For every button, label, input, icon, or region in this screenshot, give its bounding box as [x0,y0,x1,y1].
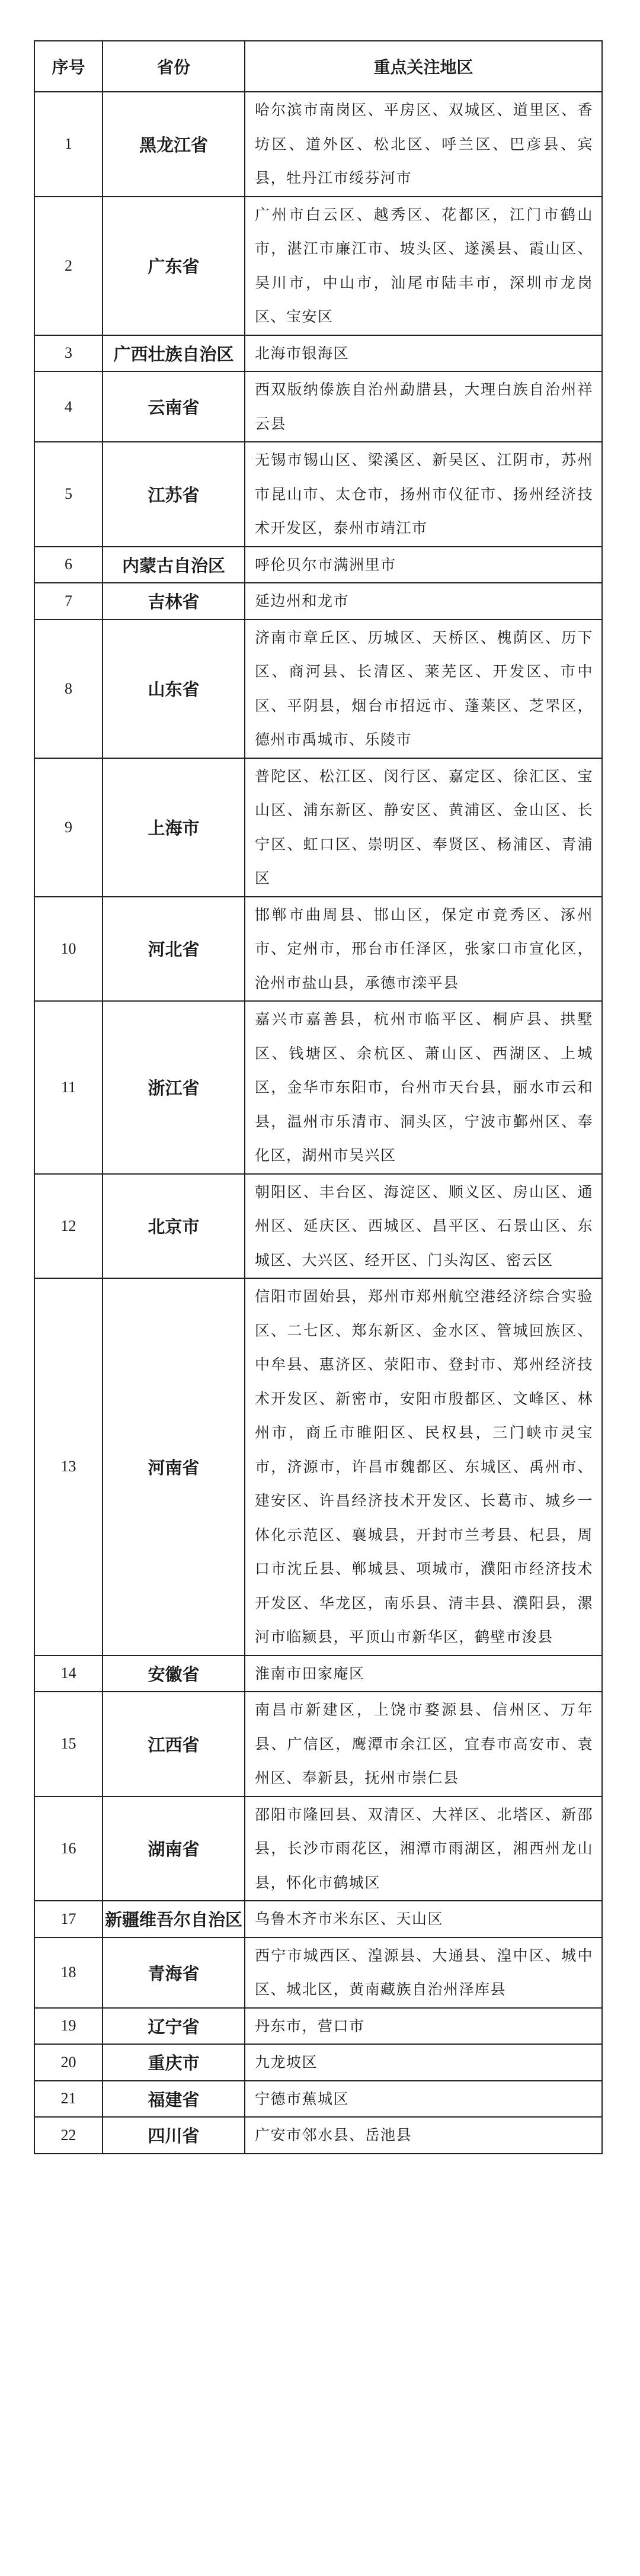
row-index: 12 [34,1174,103,1279]
row-province: 吉林省 [103,583,245,620]
table-row [34,1174,602,1279]
row-province: 新疆维吾尔自治区 [103,1901,245,1937]
row-index: 7 [34,583,103,620]
row-index: 9 [34,758,103,897]
row-index: 15 [34,1692,103,1797]
header-areas: 重点关注地区 [245,41,602,92]
table-row [34,620,602,758]
row-areas: 西宁市城西区、湟源县、大通县、湟中区、城中区、城北区，黄南藏族自治州泽库县 [245,1937,602,2008]
table-row [34,1901,602,1937]
row-province: 四川省 [103,2117,245,2154]
row-index: 22 [34,2117,103,2154]
table-row [34,547,602,583]
row-province: 浙江省 [103,1001,245,1174]
row-index: 4 [34,371,103,442]
table-row [34,1937,602,2008]
row-areas: 广州市白云区、越秀区、花都区，江门市鹤山市，湛江市廉江市、坡头区、遂溪县、霞山区、吴川市，中山市，汕尾市陆丰市，深圳市龙岗区、宝安区 [245,197,602,335]
table-row [34,2044,602,2081]
document-page [34,40,601,2154]
row-province: 内蒙古自治区 [103,547,245,583]
table-row [34,442,602,547]
row-areas: 朝阳区、丰台区、海淀区、顺义区、房山区、通州区、延庆区、西城区、昌平区、石景山区、东城区、大兴区、经开区、门头沟区、密云区 [245,1174,602,1279]
row-areas: 延边州和龙市 [245,583,602,620]
row-index: 14 [34,1656,103,1692]
row-areas: 西双版纳傣族自治州勐腊县，大理白族自治州祥云县 [245,371,602,442]
row-areas: 九龙坡区 [245,2044,602,2081]
table-row [34,2081,602,2118]
table-row [34,1001,602,1174]
row-areas: 广安市邻水县、岳池县 [245,2117,602,2154]
row-areas: 北海市银海区 [245,335,602,372]
row-areas: 淮南市田家庵区 [245,1656,602,1692]
row-areas: 嘉兴市嘉善县，杭州市临平区、桐庐县、拱墅区、钱塘区、余杭区、萧山区、西湖区、上城区，金华市东阳市，台州市天台县，丽水市云和县，温州市乐清市、洞头区，宁波市鄞州区、奉化区，湖州市吴兴区 [245,1001,602,1174]
row-province: 云南省 [103,371,245,442]
row-province: 河南省 [103,1278,245,1656]
row-province: 山东省 [103,620,245,758]
row-province: 青海省 [103,1937,245,2008]
row-index: 6 [34,547,103,583]
focus-areas-table [34,40,603,2154]
row-areas: 邯郸市曲周县、邯山区，保定市竞秀区、涿州市、定州市，邢台市任泽区，张家口市宣化区，沧州市盐山县，承德市滦平县 [245,897,602,1002]
row-areas: 宁德市蕉城区 [245,2081,602,2118]
row-province: 广东省 [103,197,245,335]
row-areas: 南昌市新建区，上饶市婺源县、信州区、万年县、广信区，鹰潭市余江区，宜春市高安市、袁州区、奉新县，抚州市崇仁县 [245,1692,602,1797]
row-province: 河北省 [103,897,245,1002]
row-index: 3 [34,335,103,372]
row-index: 21 [34,2081,103,2118]
row-index: 5 [34,442,103,547]
table-row [34,92,602,197]
row-index: 10 [34,897,103,1002]
row-province: 北京市 [103,1174,245,1279]
table-row [34,335,602,372]
row-index: 17 [34,1901,103,1937]
table-header [34,41,602,92]
row-province: 江苏省 [103,442,245,547]
row-areas: 济南市章丘区、历城区、天桥区、槐荫区、历下区、商河县、长清区、莱芜区、开发区、市中区、平阴县，烟台市招远市、蓬莱区、芝罘区，德州市禹城市、乐陵市 [245,620,602,758]
table-row [34,1797,602,1901]
header-row [34,41,602,92]
row-areas: 哈尔滨市南岗区、平房区、双城区、道里区、香坊区、道外区、松北区、呼兰区、巴彦县、宾县，牡丹江市绥芬河市 [245,92,602,197]
row-province: 黑龙江省 [103,92,245,197]
row-areas: 丹东市，营口市 [245,2008,602,2045]
row-index: 8 [34,620,103,758]
row-index: 11 [34,1001,103,1174]
row-index: 16 [34,1797,103,1901]
row-province: 重庆市 [103,2044,245,2081]
table-row [34,371,602,442]
table-row [34,1278,602,1656]
table-row [34,897,602,1002]
row-index: 2 [34,197,103,335]
table-row [34,1656,602,1692]
table-row [34,1692,602,1797]
row-areas: 呼伦贝尔市满洲里市 [245,547,602,583]
row-province: 湖南省 [103,1797,245,1901]
row-areas: 乌鲁木齐市米东区、天山区 [245,1901,602,1937]
row-province: 上海市 [103,758,245,897]
row-areas: 无锡市锡山区、梁溪区、新吴区、江阴市，苏州市昆山市、太仓市，扬州市仪征市、扬州经济技术开发区，泰州市靖江市 [245,442,602,547]
row-areas: 邵阳市隆回县、双清区、大祥区、北塔区、新邵县，长沙市雨花区，湘潭市雨湖区，湘西州龙山县，怀化市鹤城区 [245,1797,602,1901]
row-province: 安徽省 [103,1656,245,1692]
row-index: 19 [34,2008,103,2045]
header-index: 序号 [34,41,103,92]
row-index: 20 [34,2044,103,2081]
row-index: 1 [34,92,103,197]
table-row [34,197,602,335]
row-index: 13 [34,1278,103,1656]
row-areas: 信阳市固始县，郑州市郑州航空港经济综合实验区、二七区、郑东新区、金水区、管城回族区、中牟县、惠济区、荥阳市、登封市、郑州经济技术开发区、新密市，安阳市殷都区、文峰区、林州市，商丘市睢阳区、民权县，三门峡市灵宝市，济源市，许昌市魏都区、东城区、禹州市、建安区、许昌经济技术开发区、长葛市、城乡一体化示范区、襄城县，开封市兰考县、杞县，周口市沈丘县、郸城县、项城市，濮阳市经济技术开发区、华龙区，南乐县、清丰县、濮阳县，漯河市临颍县，平顶山市新华区，鹤壁市浚县 [245,1278,602,1656]
table-row [34,583,602,620]
row-areas: 普陀区、松江区、闵行区、嘉定区、徐汇区、宝山区、浦东新区、静安区、黄浦区、金山区、长宁区、虹口区、崇明区、奉贤区、杨浦区、青浦区 [245,758,602,897]
table-body [34,92,602,2154]
table-row [34,2008,602,2045]
header-province: 省份 [103,41,245,92]
table-row [34,2117,602,2154]
row-province: 辽宁省 [103,2008,245,2045]
row-province: 江西省 [103,1692,245,1797]
row-province: 福建省 [103,2081,245,2118]
row-province: 广西壮族自治区 [103,335,245,372]
table-row [34,758,602,897]
row-index: 18 [34,1937,103,2008]
